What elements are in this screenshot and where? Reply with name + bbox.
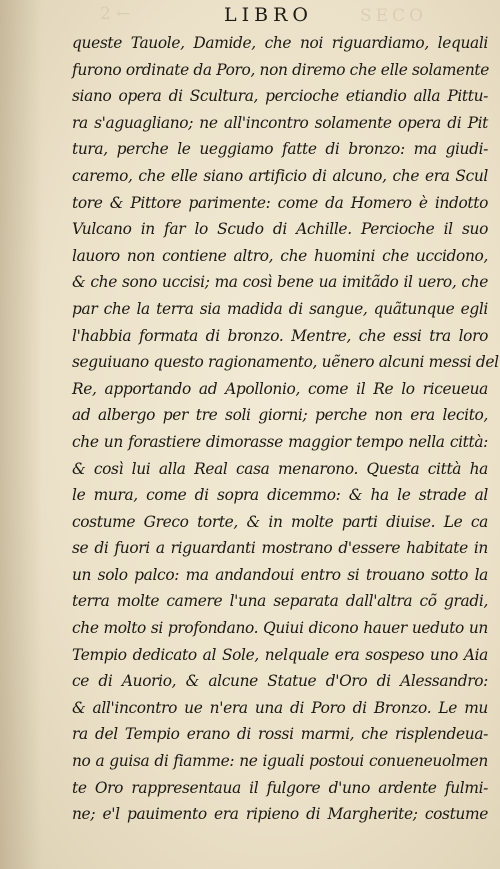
text-line: Tempio dedicato al Sole, nelquale era sospeso uno Aia <box>72 645 488 664</box>
gutter-shadow <box>0 0 42 869</box>
bleed-through-mark-right: SECO <box>360 6 427 26</box>
text-line: tura, perche le ueggiamo fatte di bronzo: ma giudi- <box>72 140 488 159</box>
text-line: ce di Auorio, & alcune Statue d'Oro di Alessandro: <box>72 672 488 691</box>
text-line: ra s'aguagliano; ne all'incontro solamente opera di Pit <box>72 113 488 132</box>
text-line: seguiuano questo ragionamento, uẽnero alcuni messi del <box>72 353 499 372</box>
running-head-title: LIBRO <box>224 4 313 26</box>
text-line: se di fuori a riguardanti mostrano d'essere habitate in <box>72 539 488 558</box>
text-line: & così lui alla Real casa menarono. Questa città ha <box>72 459 488 478</box>
text-line: te Oro rappresentaua il fulgore d'uno ardente fulmi- <box>72 778 488 797</box>
text-line: tore & Pittore parimente: come da Homero è indotto <box>72 193 488 212</box>
text-line: che molto si profondano. Quiui dicono hauer ueduto un <box>72 619 488 638</box>
text-line: un solo palco: ma andandoui entro si trouano sotto la <box>72 565 488 584</box>
text-line: par che la terra sia madida di sangue, quãtunque egli <box>72 299 488 318</box>
running-header <box>0 4 500 30</box>
text-line: Re, apportando ad Apollonio, come il Re lo riceueua <box>72 379 488 398</box>
text-line: queste Tauole, Damide, che noi riguardiamo, lequali <box>72 34 488 52</box>
text-line: che un forastiere dimorasse maggior tempo nella città: <box>72 432 488 451</box>
text-line: lauoro non contiene altro, che huomini che uccidono, <box>72 246 488 265</box>
bleed-through-mark-left: 2 ← <box>100 4 131 24</box>
text-line: no a guisa di fiamme: ne iguali postoui conueneuolmen <box>72 752 488 771</box>
body-text <box>72 30 499 828</box>
text-line: costume Greco torte, & in molte parti diuise. Le ca <box>72 512 488 531</box>
text-line: & all'incontro ue n'era una di Poro di Bronzo. Le mu <box>72 698 488 717</box>
text-line: terra molte camere l'una separata dall'altra cõ gradi, <box>72 592 488 611</box>
text-line: caremo, che elle siano artificio di alcuno, che era Scul <box>72 166 488 185</box>
text-line: ad albergo per tre soli giorni; perche non era lecito, <box>72 406 488 425</box>
text-line: ra del Tempio erano di rossi marmi, che risplendeua- <box>72 725 488 744</box>
text-line: l'habbia formata di bronzo. Mentre, che essi tra loro <box>72 326 488 345</box>
text-line: ne; e'l pauimento era ripieno di Margherite; costume <box>72 805 488 824</box>
text-line: Vulcano in far lo Scudo di Achille. Percioche il suo <box>72 220 488 239</box>
text-line: siano opera di Scultura, percioche etiandio alla Pittu- <box>72 87 488 106</box>
text-line: furono ordinate da Poro, non diremo che elle solamente <box>72 60 490 79</box>
text-line: & che sono uccisi; ma così bene ua imitãdo il uero, che <box>72 273 488 292</box>
text-line: le mura, come di sopra dicemmo: & ha le strade al <box>72 486 488 505</box>
